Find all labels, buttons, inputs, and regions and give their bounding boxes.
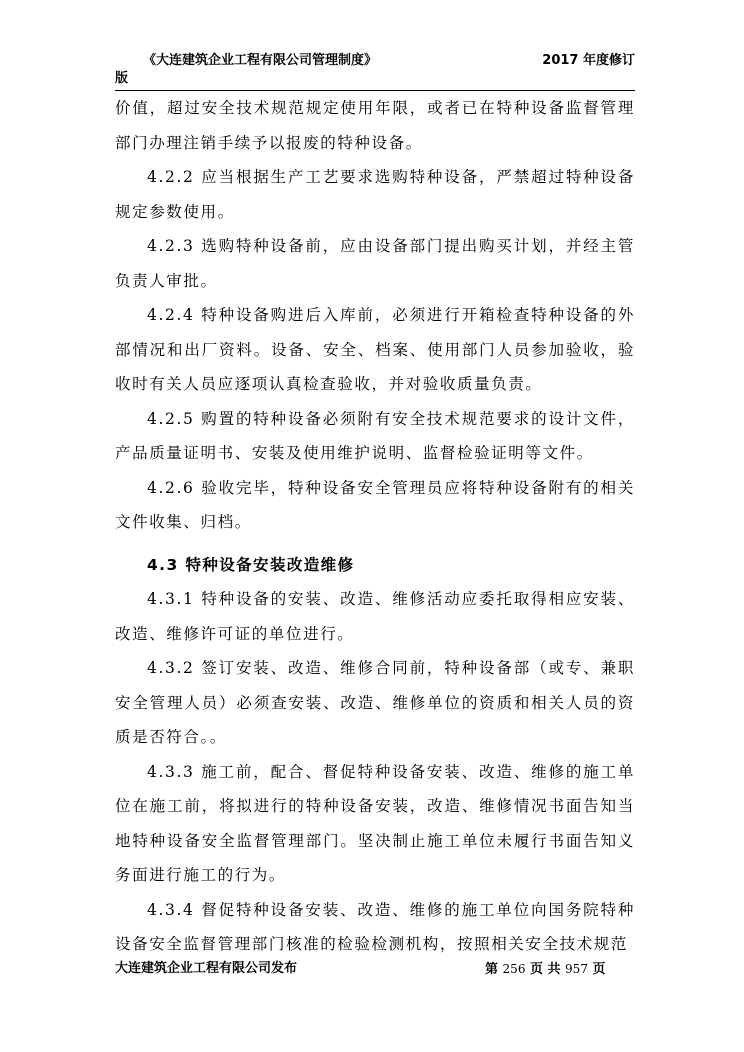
paragraph: 4.3.1 特种设备的安装、改造、维修活动应委托取得相应安装、改造、维修许可证的单位进行。 bbox=[115, 590, 635, 643]
paragraph: 4.2.4 特种设备购进后入库前，必须进行开箱检查特种设备的外部情况和出厂资料。设备、安全、档案、使用部门人员参加验收，验收时有关人员应逐项认真检查验收，并对验收质量负责。 bbox=[115, 306, 635, 393]
paragraph: 价值，超过安全技术规范规定使用年限，或者已在特种设备监督管理部门办理注销手续予以报废的特种设备。 bbox=[115, 99, 635, 152]
document-body bbox=[115, 91, 635, 962]
page-prefix: 第 bbox=[485, 962, 499, 977]
publisher-label: 大连建筑企业工程有限公司发布 bbox=[115, 961, 298, 976]
paragraph: 4.2.3 选购特种设备前，应由设备部门提出购买计划，并经主管负责人审批。 bbox=[115, 237, 635, 290]
page-suffix: 页 bbox=[592, 962, 606, 977]
paragraph: 4.2.5 购置的特种设备必须附有安全技术规范要求的设计文件，产品质量证明书、安装及使用维护说明、监督检验证明等文件。 bbox=[115, 409, 635, 462]
paragraph: 4.2.2 应当根据生产工艺要求选购特种设备，严禁超过特种设备规定参数使用。 bbox=[115, 168, 635, 221]
document-title: 《大连建筑企业工程有限公司管理制度》 bbox=[143, 53, 378, 68]
page-current: 256 bbox=[502, 962, 526, 976]
revision-label: 2017 年度修订 bbox=[542, 53, 635, 68]
section-heading: 4.3 特种设备安装改造维修 bbox=[147, 555, 355, 574]
paragraph: 4.3.4 督促特种设备安装、改造、维修的施工单位向国务院特种设备安全监督管理部门核准的检验检测机构，按照相关安全技术规范 bbox=[115, 900, 635, 953]
paragraph: 4.3.2 签订安装、改造、维修合同前，特种设备部（或专、兼职安全管理人员）必须查安装、改造、维修单位的资质和相关人员的资质是否符合。。 bbox=[115, 659, 635, 746]
page-mid: 页 共 bbox=[529, 962, 561, 977]
page-number bbox=[485, 960, 606, 979]
paragraph: 4.2.6 验收完毕，特种设备安全管理员应将特种设备附有的相关文件收集、归档。 bbox=[115, 478, 635, 531]
paragraph: 4.3.3 施工前，配合、督促特种设备安装、改造、维修的施工单位在施工前，将拟进行的特种设备安装，改造、维修情况书面告知当地特种设备安全监督管理部门。坚决制止施工单位未履行书面告知义务面进行施工的行为。 bbox=[115, 762, 635, 884]
revision-label-wrap: 版 bbox=[115, 71, 129, 86]
page-total: 957 bbox=[565, 962, 588, 976]
